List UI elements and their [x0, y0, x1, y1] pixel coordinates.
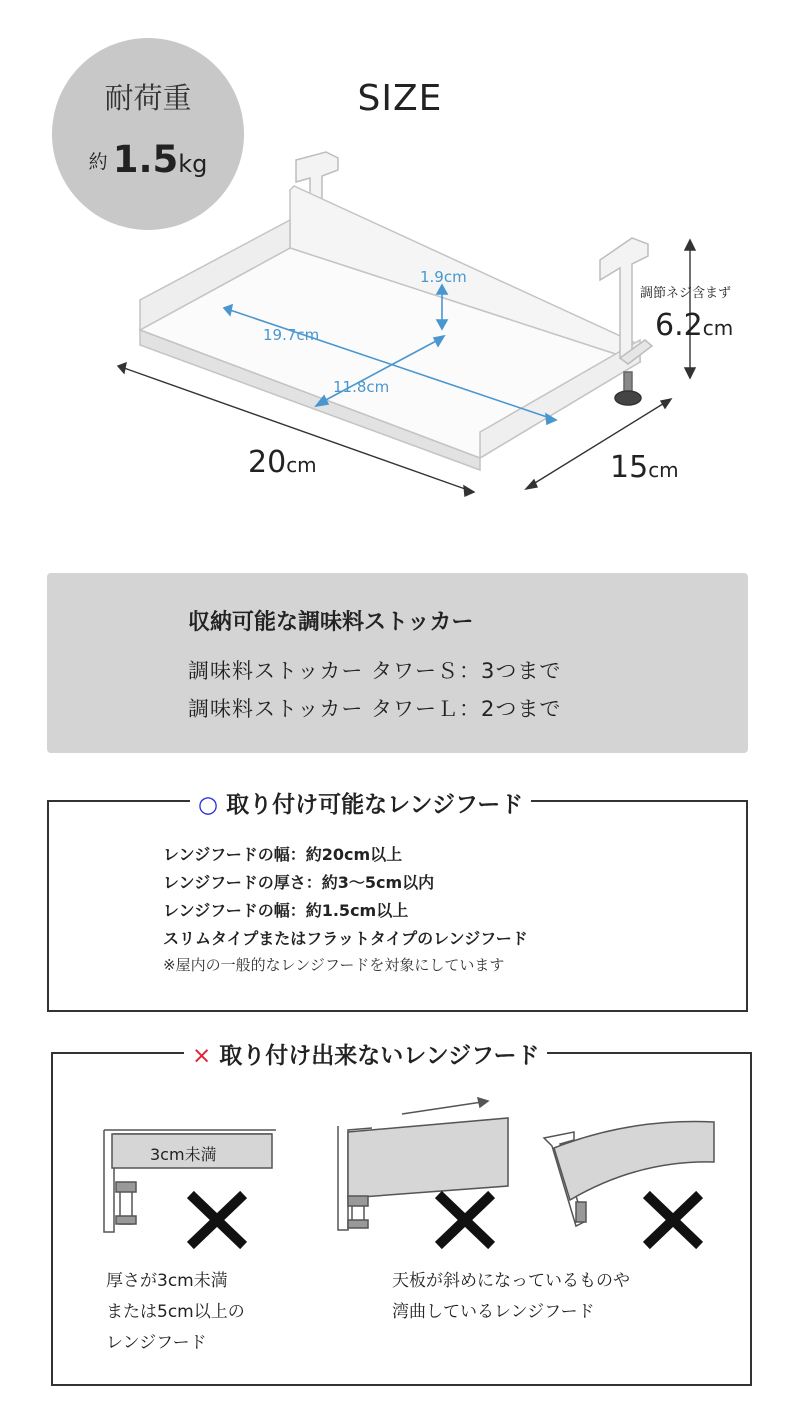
depth-value: 15	[610, 450, 649, 485]
depth-unit: cm	[648, 458, 679, 482]
ng-diagrams	[90, 1090, 750, 1250]
ng-diagram-slanted	[338, 1098, 508, 1230]
clamp-height-label	[655, 308, 733, 343]
ok-circle-icon: ○	[198, 792, 219, 818]
ok-note: ※屋内の一般的なレンジフードを対象にしています	[163, 956, 505, 974]
stocker-line-l: 調味料ストッカー タワーＬ：2つまで	[188, 697, 562, 721]
width-label	[248, 445, 317, 480]
ng-caption-right	[392, 1266, 630, 1328]
ng-caption-line: または5cm以上の	[106, 1302, 245, 1322]
inner-width-label: 19.7cm	[263, 326, 320, 344]
ng-caption-line: レンジフード	[106, 1333, 207, 1353]
load-capacity-number: 1.5	[112, 138, 179, 181]
inner-height-label: 1.9cm	[420, 268, 467, 286]
load-capacity-prefix: 約	[88, 151, 108, 173]
size-title: SIZE	[357, 78, 443, 119]
tray	[140, 186, 640, 470]
ng-thin-label: 3cm未満	[150, 1145, 217, 1164]
width-value: 20	[248, 445, 287, 480]
ng-caption-left	[106, 1266, 245, 1359]
ng-caption-line: 厚さが3cm未満	[106, 1271, 228, 1291]
clamp-height-value: 6.2	[655, 308, 703, 343]
ng-x-marks	[194, 1198, 696, 1242]
load-capacity-title: 耐荷重	[104, 81, 192, 115]
ok-section-title	[190, 786, 531, 819]
ng-caption-line: 天板が斜めになっているものや	[392, 1271, 630, 1291]
ng-cross-icon: ×	[192, 1043, 212, 1069]
load-capacity-unit: kg	[178, 150, 208, 178]
ok-item: レンジフードの幅：約1.5cm以上	[163, 901, 409, 920]
inner-depth-label: 11.8cm	[333, 378, 390, 396]
width-unit: cm	[286, 453, 317, 477]
ok-item: レンジフードの厚さ：約3〜5cm以内	[163, 873, 435, 892]
ok-item: スリムタイプまたはフラットタイプのレンジフード	[163, 929, 528, 948]
clamp-height-unit: cm	[702, 316, 734, 340]
ng-section-title	[184, 1037, 547, 1070]
ng-section-title-text: 取り付け出来ないレンジフード	[219, 1043, 540, 1069]
stocker-line-s: 調味料ストッカー タワーＳ：3つまで	[188, 659, 562, 683]
ok-section-title-text: 取り付け可能なレンジフード	[226, 792, 524, 818]
ng-caption-line: 湾曲しているレンジフード	[392, 1302, 595, 1322]
adjust-screw-note: 調節ネジ含まず	[640, 286, 732, 301]
depth-label	[610, 450, 679, 485]
ok-item: レンジフードの幅：約20cm以上	[163, 845, 403, 864]
stocker-panel-title: 収納可能な調味料ストッカー	[188, 610, 474, 635]
